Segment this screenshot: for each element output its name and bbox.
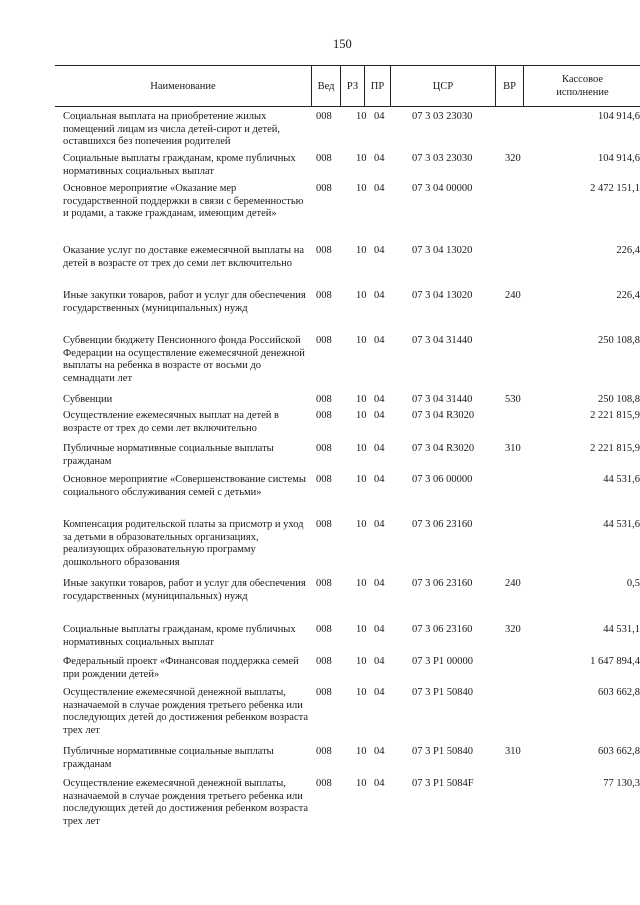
row-pr: 04 bbox=[374, 746, 385, 757]
row-amount: 0,5 bbox=[626, 578, 640, 589]
row-pr: 04 bbox=[374, 687, 385, 698]
row-csr: 07 3 04 31440 bbox=[412, 394, 473, 405]
row-vr: 320 bbox=[505, 153, 521, 164]
row-pr: 04 bbox=[374, 290, 385, 301]
row-csr: 07 3 P1 00000 bbox=[412, 656, 473, 667]
row-csr: 07 3 06 23160 bbox=[412, 624, 473, 635]
row-amount: 44 531,6 bbox=[603, 474, 640, 485]
row-vr: 310 bbox=[505, 443, 521, 454]
row-csr: 07 3 03 23030 bbox=[412, 111, 473, 122]
row-csr: 07 3 06 00000 bbox=[412, 474, 473, 485]
row-ved: 008 bbox=[316, 474, 332, 485]
row-amount: 603 662,8 bbox=[598, 746, 640, 757]
row-csr: 07 3 06 23160 bbox=[412, 578, 473, 589]
row-name: Социальная выплата на приобретение жилых помещений лицам из числа детей-сирот и детей, оставшихся без попечения родителей bbox=[63, 111, 281, 147]
header-pr: ПР bbox=[364, 66, 390, 106]
row-name: Публичные нормативные социальные выплаты гражданам bbox=[63, 443, 274, 467]
row-ved: 008 bbox=[316, 153, 332, 164]
header-csr: ЦСР bbox=[390, 66, 495, 106]
row-name: Иные закупки товаров, работ и услуг для обеспечения государственных (муниципальных) нужд bbox=[63, 290, 306, 314]
row-name: Оказание услуг по доставке ежемесячной выплаты на детей в возрасте от трех до семи лет включительно bbox=[63, 245, 305, 269]
row-pr: 04 bbox=[374, 656, 385, 667]
row-rz: 10 bbox=[356, 474, 367, 485]
row-name: Иные закупки товаров, работ и услуг для обеспечения государственных (муниципальных) нужд bbox=[63, 578, 306, 602]
row-pr: 04 bbox=[374, 394, 385, 405]
row-rz: 10 bbox=[356, 394, 367, 405]
row-name: Компенсация родительской платы за присмотр и уход за детьми в образовательных организациях, реализующих образовательную программу дошкольного образования bbox=[63, 519, 304, 568]
row-ved: 008 bbox=[316, 624, 332, 635]
header-rz: РЗ bbox=[340, 66, 364, 106]
row-csr: 07 3 04 31440 bbox=[412, 335, 473, 346]
row-pr: 04 bbox=[374, 111, 385, 122]
row-pr: 04 bbox=[374, 335, 385, 346]
row-name: Публичные нормативные социальные выплаты гражданам bbox=[63, 746, 274, 770]
page-number: 150 bbox=[333, 37, 352, 51]
row-amount: 250 108,8 bbox=[598, 394, 640, 405]
row-pr: 04 bbox=[374, 778, 385, 789]
row-name: Основное мероприятие «Совершенствование системы социального обслуживания семей с детьми» bbox=[63, 474, 306, 498]
row-ved: 008 bbox=[316, 394, 332, 405]
row-amount: 104 914,6 bbox=[598, 111, 640, 122]
row-pr: 04 bbox=[374, 578, 385, 589]
row-csr: 07 3 P1 50840 bbox=[412, 687, 473, 698]
row-ved: 008 bbox=[316, 578, 332, 589]
row-amount: 2 472 151,1 bbox=[590, 183, 640, 194]
row-amount: 2 221 815,9 bbox=[590, 410, 640, 421]
row-csr: 07 3 04 13020 bbox=[412, 290, 473, 301]
row-csr: 07 3 03 23030 bbox=[412, 153, 473, 164]
row-csr: 07 3 P1 50840 bbox=[412, 746, 473, 757]
row-rz: 10 bbox=[356, 624, 367, 635]
row-amount: 2 221 815,9 bbox=[590, 443, 640, 454]
row-ved: 008 bbox=[316, 183, 332, 194]
row-name: Субвенции бюджету Пенсионного фонда Российской Федерации на осуществление ежемесячной денежной выплаты на ребенка в возрасте от восьми до семнадцати лет bbox=[63, 335, 305, 384]
row-ved: 008 bbox=[316, 245, 332, 256]
row-amount: 44 531,1 bbox=[603, 624, 640, 635]
row-amount: 226,4 bbox=[616, 245, 640, 256]
row-ved: 008 bbox=[316, 778, 332, 789]
header-amount: Кассовое исполнение bbox=[523, 66, 640, 106]
row-amount: 250 108,8 bbox=[598, 335, 640, 346]
row-vr: 240 bbox=[505, 290, 521, 301]
row-rz: 10 bbox=[356, 687, 367, 698]
row-rz: 10 bbox=[356, 245, 367, 256]
row-name: Осуществление ежемесячной денежной выплаты, назначаемой в случае рождения третьего ребенка или последующих детей до достижения ребенком возраста трех лет bbox=[63, 687, 308, 736]
row-amount: 44 531,6 bbox=[603, 519, 640, 530]
row-rz: 10 bbox=[356, 519, 367, 530]
row-vr: 320 bbox=[505, 624, 521, 635]
row-amount: 104 914,6 bbox=[598, 153, 640, 164]
row-pr: 04 bbox=[374, 474, 385, 485]
row-rz: 10 bbox=[356, 335, 367, 346]
row-vr: 310 bbox=[505, 746, 521, 757]
row-rz: 10 bbox=[356, 578, 367, 589]
table-header bbox=[55, 65, 640, 107]
row-name: Осуществление ежемесячных выплат на детей в возрасте от трех до семи лет включительно bbox=[63, 410, 280, 434]
row-ved: 008 bbox=[316, 687, 332, 698]
row-rz: 10 bbox=[356, 290, 367, 301]
row-rz: 10 bbox=[356, 443, 367, 454]
row-amount: 77 130,3 bbox=[603, 778, 640, 789]
row-pr: 04 bbox=[374, 410, 385, 421]
row-ved: 008 bbox=[316, 746, 332, 757]
row-name: Субвенции bbox=[63, 394, 113, 405]
row-csr: 07 3 04 00000 bbox=[412, 183, 473, 194]
row-ved: 008 bbox=[316, 443, 332, 454]
row-csr: 07 3 P1 5084F bbox=[412, 778, 474, 789]
row-pr: 04 bbox=[374, 624, 385, 635]
row-amount: 1 647 894,4 bbox=[590, 656, 640, 667]
row-ved: 008 bbox=[316, 519, 332, 530]
header-vr: ВР bbox=[495, 66, 523, 106]
row-ved: 008 bbox=[316, 290, 332, 301]
row-rz: 10 bbox=[356, 153, 367, 164]
row-rz: 10 bbox=[356, 778, 367, 789]
row-pr: 04 bbox=[374, 153, 385, 164]
row-rz: 10 bbox=[356, 656, 367, 667]
row-csr: 07 3 04 13020 bbox=[412, 245, 473, 256]
row-name: Основное мероприятие «Оказание мер государственной поддержки в связи с беременностью и родами, а также гражданам, имеющим детей» bbox=[63, 183, 304, 219]
row-name: Социальные выплаты гражданам, кроме публичных нормативных социальных выплат bbox=[63, 624, 296, 648]
row-ved: 008 bbox=[316, 335, 332, 346]
row-pr: 04 bbox=[374, 443, 385, 454]
row-amount: 603 662,8 bbox=[598, 687, 640, 698]
header-name: Наименование bbox=[150, 80, 216, 92]
row-rz: 10 bbox=[356, 746, 367, 757]
row-ved: 008 bbox=[316, 656, 332, 667]
row-pr: 04 bbox=[374, 183, 385, 194]
row-name: Осуществление ежемесячной денежной выплаты, назначаемой в случае рождения третьего ребенка или последующих детей до достижения ребенком возраста трех лет bbox=[63, 778, 308, 827]
row-csr: 07 3 04 R3020 bbox=[412, 410, 475, 421]
row-pr: 04 bbox=[374, 519, 385, 530]
row-rz: 10 bbox=[356, 111, 367, 122]
row-vr: 240 bbox=[505, 578, 521, 589]
row-ved: 008 bbox=[316, 111, 332, 122]
row-amount: 226,4 bbox=[616, 290, 640, 301]
row-rz: 10 bbox=[356, 410, 367, 421]
row-pr: 04 bbox=[374, 245, 385, 256]
row-name: Социальные выплаты гражданам, кроме публичных нормативных социальных выплат bbox=[63, 153, 296, 177]
header-ved: Вед bbox=[311, 66, 340, 106]
row-ved: 008 bbox=[316, 410, 332, 421]
row-rz: 10 bbox=[356, 183, 367, 194]
row-name: Федеральный проект «Финансовая поддержка семей при рождении детей» bbox=[63, 656, 299, 680]
row-csr: 07 3 06 23160 bbox=[412, 519, 473, 530]
row-csr: 07 3 04 R3020 bbox=[412, 443, 475, 454]
row-vr: 530 bbox=[505, 394, 521, 405]
